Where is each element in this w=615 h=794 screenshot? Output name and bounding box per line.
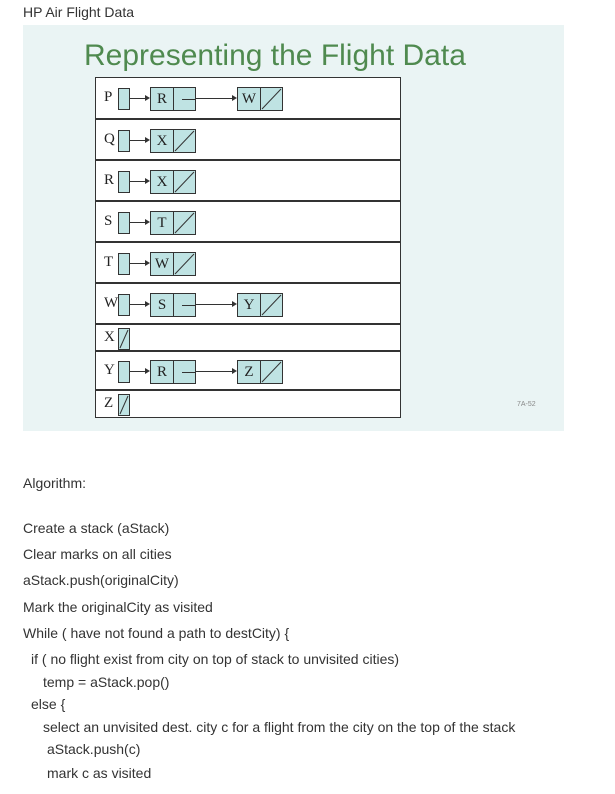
node-city: S [151, 294, 174, 316]
city-label: P [104, 89, 113, 105]
pointer-box [118, 253, 130, 275]
algorithm-line: mark c as visited [47, 765, 152, 781]
slide-ref-number: 7A-52 [517, 401, 536, 408]
node-city: R [151, 88, 174, 110]
list-node [150, 87, 196, 111]
link-line [130, 140, 145, 141]
next-pointer [174, 88, 195, 110]
slide-image [23, 25, 564, 431]
link-line [130, 181, 145, 182]
link-line [182, 372, 195, 373]
city-label: X [104, 329, 115, 345]
algorithm-line: Create a stack (aStack) [23, 520, 170, 536]
adjacency-row [95, 119, 401, 160]
pointer-box [118, 171, 130, 193]
link-line [130, 371, 145, 372]
pointer-box [118, 130, 130, 152]
node-city: W [238, 88, 261, 110]
city-label: R [104, 172, 115, 188]
list-node [150, 211, 196, 235]
null-pointer [261, 361, 282, 383]
adjacency-row [95, 242, 401, 283]
link-line [130, 98, 145, 99]
city-label: W [104, 295, 119, 311]
link-line [130, 263, 145, 264]
node-city: Y [238, 294, 261, 316]
list-node [237, 360, 283, 384]
pointer-box [118, 394, 130, 416]
pointer-box [118, 88, 130, 110]
adjacency-row [95, 324, 401, 351]
null-pointer [261, 88, 282, 110]
null-pointer [174, 171, 195, 193]
node-city: W [151, 253, 174, 275]
next-pointer [174, 361, 195, 383]
adjacency-row [95, 283, 401, 324]
node-city: R [151, 361, 174, 383]
adjacency-row [95, 160, 401, 201]
document-title: HP Air Flight Data [23, 4, 135, 20]
city-label: S [104, 213, 113, 229]
null-pointer [174, 130, 195, 152]
algorithm-line: aStack.push(c) [47, 741, 141, 757]
list-node [150, 252, 196, 276]
link-line [130, 222, 145, 223]
link-line [196, 304, 232, 305]
city-label: Z [104, 395, 114, 411]
adjacency-row [95, 351, 401, 390]
algorithm-line: if ( no flight exist from city on top of stack to unvisited cities) [31, 651, 400, 667]
list-node [150, 293, 196, 317]
algorithm-line: Clear marks on all cities [23, 546, 172, 562]
null-pointer [174, 253, 195, 275]
algorithm-line: aStack.push(originalCity) [23, 572, 179, 588]
link-line [196, 98, 232, 99]
algorithm-heading: Algorithm: [23, 475, 87, 491]
node-city: T [151, 212, 174, 234]
list-node [150, 360, 196, 384]
link-line [130, 304, 145, 305]
null-pointer [174, 212, 195, 234]
city-label: Q [104, 131, 115, 147]
list-node [237, 293, 283, 317]
algorithm-line: select an unvisited dest. city c for a flight from the city on the top of the stack [43, 719, 516, 735]
pointer-box [118, 212, 130, 234]
algorithm-line: Mark the originalCity as visited [23, 599, 213, 615]
adjacency-row [95, 77, 401, 119]
node-city: X [151, 130, 174, 152]
node-city: X [151, 171, 174, 193]
link-line [196, 371, 232, 372]
link-line [182, 305, 195, 306]
pointer-box [118, 361, 130, 383]
city-label: T [104, 254, 114, 270]
algorithm-line: While ( have not found a path to destCity) { [23, 625, 290, 641]
node-city: Z [238, 361, 261, 383]
list-node [237, 87, 283, 111]
algorithm-line: temp = aStack.pop() [43, 674, 170, 690]
adjacency-row [95, 390, 401, 418]
slide-title: Representing the Flight Data [84, 39, 466, 72]
null-pointer [261, 294, 282, 316]
link-line [182, 99, 195, 100]
algorithm-line: else { [31, 696, 66, 712]
adjacency-row [95, 201, 401, 242]
next-pointer [174, 294, 195, 316]
pointer-box [118, 328, 130, 350]
pointer-box [118, 294, 130, 316]
list-node [150, 170, 196, 194]
list-node [150, 129, 196, 153]
city-label: Y [104, 362, 115, 378]
